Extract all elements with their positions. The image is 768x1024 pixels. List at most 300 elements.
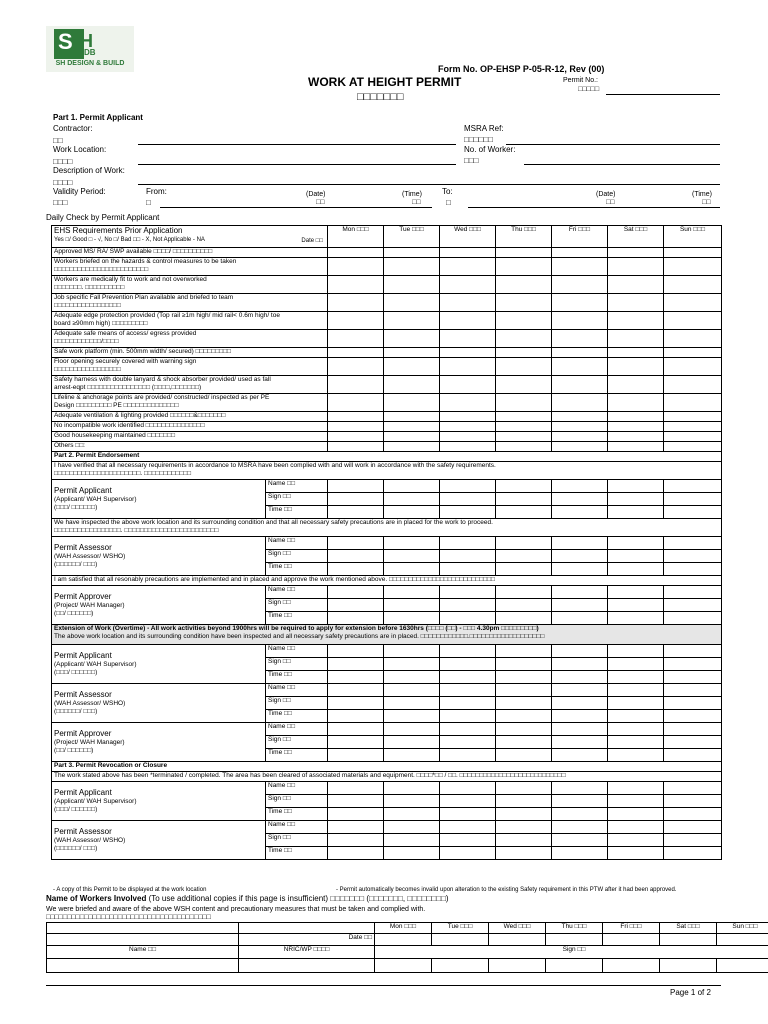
sign-cell[interactable]	[496, 480, 552, 493]
check-cell[interactable]	[552, 348, 608, 358]
sign-cell[interactable]	[608, 658, 664, 671]
sign-cell[interactable]	[384, 612, 440, 625]
check-cell[interactable]	[552, 358, 608, 376]
check-cell[interactable]	[552, 294, 608, 312]
contractor-field[interactable]	[138, 144, 456, 145]
sign-cell[interactable]	[552, 749, 608, 762]
sign-cell[interactable]	[664, 599, 722, 612]
check-cell[interactable]	[664, 376, 722, 394]
sign-cell[interactable]	[552, 537, 608, 550]
sign-cell[interactable]	[440, 808, 496, 821]
work-location-field[interactable]	[138, 164, 456, 165]
sign-cell[interactable]	[664, 612, 722, 625]
cell[interactable]	[717, 934, 768, 946]
sign-cell[interactable]	[440, 684, 496, 697]
sign-cell[interactable]	[328, 834, 384, 847]
sign-cell[interactable]	[552, 658, 608, 671]
check-cell[interactable]	[328, 358, 384, 376]
sign-cell[interactable]	[384, 684, 440, 697]
check-cell[interactable]	[552, 432, 608, 442]
check-cell[interactable]	[552, 276, 608, 294]
sign-cell[interactable]	[496, 834, 552, 847]
check-cell[interactable]	[384, 348, 440, 358]
check-cell[interactable]	[384, 258, 440, 276]
sign-cell[interactable]	[440, 537, 496, 550]
sign-cell[interactable]	[608, 586, 664, 599]
sign-cell[interactable]	[440, 782, 496, 795]
ehs-row	[52, 394, 722, 412]
check-cell[interactable]	[328, 276, 384, 294]
sign-cell[interactable]	[664, 749, 722, 762]
sign-cell[interactable]	[496, 821, 552, 834]
sign-cell[interactable]	[384, 506, 440, 519]
check-cell[interactable]	[328, 294, 384, 312]
sign-cell[interactable]	[440, 586, 496, 599]
check-cell[interactable]	[664, 276, 722, 294]
cell[interactable]	[489, 934, 546, 946]
sign-cell[interactable]	[384, 550, 440, 563]
check-cell[interactable]	[440, 358, 496, 376]
check-cell[interactable]	[552, 394, 608, 412]
check-cell[interactable]	[328, 422, 384, 432]
sign-cell[interactable]	[328, 658, 384, 671]
check-cell[interactable]	[496, 348, 552, 358]
check-cell[interactable]	[440, 248, 496, 258]
sign-cell[interactable]	[384, 671, 440, 684]
check-cell[interactable]	[552, 422, 608, 432]
check-cell[interactable]	[440, 442, 496, 452]
sign-cell[interactable]	[440, 697, 496, 710]
check-cell[interactable]	[384, 394, 440, 412]
sign-cell[interactable]	[384, 563, 440, 576]
sign-cell[interactable]	[496, 550, 552, 563]
check-cell[interactable]	[608, 248, 664, 258]
cell[interactable]	[546, 934, 603, 946]
sign-cell[interactable]	[440, 821, 496, 834]
cell[interactable]	[717, 959, 768, 973]
check-cell[interactable]	[440, 258, 496, 276]
sign-cell[interactable]	[384, 599, 440, 612]
sign-cell[interactable]	[608, 834, 664, 847]
cell[interactable]	[375, 959, 432, 973]
day-fri: Fri □□□	[552, 226, 608, 248]
sign-cell[interactable]	[440, 563, 496, 576]
sign-cell[interactable]	[440, 506, 496, 519]
role-subtitle-cn: (□□□□□□/ □□□)	[54, 561, 98, 568]
sign-cell[interactable]	[608, 723, 664, 736]
sign-cell[interactable]	[664, 480, 722, 493]
sign-cell[interactable]	[608, 612, 664, 625]
check-cell[interactable]	[664, 294, 722, 312]
sign-cell[interactable]	[664, 847, 722, 860]
sign-cell[interactable]	[328, 684, 384, 697]
sign-cell[interactable]	[552, 736, 608, 749]
sign-cell[interactable]	[496, 847, 552, 860]
sign-cell[interactable]	[664, 736, 722, 749]
sign-cell[interactable]	[328, 586, 384, 599]
check-cell[interactable]	[608, 432, 664, 442]
sign-cell[interactable]	[496, 697, 552, 710]
sign-cell[interactable]	[608, 671, 664, 684]
sign-cell[interactable]	[608, 821, 664, 834]
sign-cell[interactable]	[496, 723, 552, 736]
sign-cell[interactable]	[552, 697, 608, 710]
sign-cell[interactable]	[552, 480, 608, 493]
check-cell[interactable]	[608, 276, 664, 294]
sign-cell[interactable]	[664, 795, 722, 808]
sign-cell[interactable]	[328, 506, 384, 519]
sign-cell[interactable]	[664, 710, 722, 723]
sign-cell[interactable]	[496, 710, 552, 723]
cell[interactable]	[660, 934, 717, 946]
check-cell[interactable]	[552, 330, 608, 348]
sign-cell[interactable]	[328, 795, 384, 808]
check-cell[interactable]	[496, 376, 552, 394]
sign-cell[interactable]	[552, 506, 608, 519]
sign-cell[interactable]	[440, 795, 496, 808]
sign-cell[interactable]	[384, 782, 440, 795]
sign-cell[interactable]	[608, 782, 664, 795]
check-cell[interactable]	[496, 248, 552, 258]
sign-cell[interactable]	[664, 808, 722, 821]
sign-cell[interactable]	[664, 684, 722, 697]
sign-cell[interactable]	[552, 723, 608, 736]
sign-cell[interactable]	[384, 723, 440, 736]
sign-cell[interactable]	[384, 645, 440, 658]
sign-cell[interactable]	[440, 736, 496, 749]
from-field[interactable]	[160, 207, 432, 208]
check-cell[interactable]	[328, 258, 384, 276]
sign-cell[interactable]	[384, 847, 440, 860]
check-cell[interactable]	[384, 330, 440, 348]
sign-cell[interactable]	[440, 480, 496, 493]
sign-cell[interactable]	[608, 736, 664, 749]
check-cell[interactable]	[608, 312, 664, 330]
sign-cell[interactable]	[608, 847, 664, 860]
check-cell[interactable]	[328, 312, 384, 330]
check-cell[interactable]	[384, 312, 440, 330]
logo-text: SH DESIGN & BUILD	[55, 60, 125, 67]
check-cell[interactable]	[608, 412, 664, 422]
sign-cell[interactable]	[440, 550, 496, 563]
check-cell[interactable]	[496, 312, 552, 330]
sign-cell[interactable]	[608, 563, 664, 576]
check-cell[interactable]	[384, 422, 440, 432]
sign-cell[interactable]	[664, 493, 722, 506]
sign-cell[interactable]	[384, 537, 440, 550]
sign-cell[interactable]	[552, 586, 608, 599]
sign-cell[interactable]	[328, 782, 384, 795]
check-cell[interactable]	[440, 312, 496, 330]
sign-cell[interactable]	[496, 736, 552, 749]
sign-cell[interactable]	[664, 586, 722, 599]
sign-cell[interactable]	[328, 537, 384, 550]
check-cell[interactable]	[664, 258, 722, 276]
sign-cell[interactable]	[552, 782, 608, 795]
sign-cell[interactable]	[552, 599, 608, 612]
check-cell[interactable]	[440, 294, 496, 312]
check-cell[interactable]	[440, 412, 496, 422]
sign-cell[interactable]	[608, 710, 664, 723]
sign-cell[interactable]	[608, 697, 664, 710]
sign-cell[interactable]	[440, 612, 496, 625]
check-cell[interactable]	[552, 376, 608, 394]
cell[interactable]	[546, 959, 603, 973]
check-cell[interactable]	[608, 442, 664, 452]
cell[interactable]	[603, 934, 660, 946]
sign-cell[interactable]	[496, 599, 552, 612]
sign-cell[interactable]	[328, 821, 384, 834]
sign-cell[interactable]	[664, 506, 722, 519]
sign-cell[interactable]	[552, 612, 608, 625]
sign-cell[interactable]	[440, 710, 496, 723]
description-field[interactable]	[138, 184, 720, 185]
sign-cell[interactable]	[328, 480, 384, 493]
sign-cell[interactable]	[440, 493, 496, 506]
check-cell[interactable]	[384, 276, 440, 294]
check-cell[interactable]	[328, 248, 384, 258]
sign-cell[interactable]	[608, 795, 664, 808]
sign-cell[interactable]	[440, 599, 496, 612]
check-cell[interactable]	[608, 394, 664, 412]
sign-cell[interactable]	[384, 749, 440, 762]
check-cell[interactable]	[440, 348, 496, 358]
sign-cell[interactable]	[384, 795, 440, 808]
check-cell[interactable]	[440, 330, 496, 348]
sign-cell[interactable]	[496, 493, 552, 506]
sign-cell[interactable]	[384, 808, 440, 821]
sign-cell[interactable]	[664, 658, 722, 671]
sign-cell[interactable]	[384, 821, 440, 834]
sign-cell[interactable]	[328, 599, 384, 612]
sign-cell[interactable]	[552, 563, 608, 576]
check-cell[interactable]	[384, 358, 440, 376]
sign-cell[interactable]	[552, 671, 608, 684]
sign-cell[interactable]	[440, 723, 496, 736]
sign-cell[interactable]	[608, 550, 664, 563]
sign-cell[interactable]	[608, 645, 664, 658]
sign-cell[interactable]	[440, 645, 496, 658]
sign-row-name	[52, 684, 722, 697]
sign-cell[interactable]	[608, 480, 664, 493]
sign-cell[interactable]	[664, 782, 722, 795]
sign-cell[interactable]	[384, 480, 440, 493]
check-cell[interactable]	[440, 376, 496, 394]
ehs-item-text: Safety harness with double lanyard & shock absorber provided/ used as fall	[54, 376, 271, 383]
cell[interactable]	[239, 959, 375, 973]
sign-cell[interactable]	[328, 723, 384, 736]
check-cell[interactable]	[664, 348, 722, 358]
sign-cell[interactable]	[384, 658, 440, 671]
sign-cell[interactable]	[608, 684, 664, 697]
check-cell[interactable]	[552, 442, 608, 452]
check-cell[interactable]	[384, 376, 440, 394]
sign-cell[interactable]	[440, 658, 496, 671]
role-title: Permit Assessor	[54, 827, 112, 836]
sign-cell[interactable]	[496, 645, 552, 658]
sign-cell[interactable]	[496, 586, 552, 599]
sign-cell[interactable]	[664, 671, 722, 684]
sign-cell[interactable]	[496, 684, 552, 697]
check-cell[interactable]	[328, 376, 384, 394]
check-cell[interactable]	[440, 394, 496, 412]
sign-cell[interactable]	[552, 847, 608, 860]
check-cell[interactable]	[552, 412, 608, 422]
sign-cell[interactable]	[664, 563, 722, 576]
check-cell[interactable]	[328, 432, 384, 442]
check-cell[interactable]	[440, 276, 496, 294]
sign-cell[interactable]	[552, 795, 608, 808]
sign-cell[interactable]	[328, 645, 384, 658]
check-cell[interactable]	[664, 330, 722, 348]
check-cell[interactable]	[496, 330, 552, 348]
sign-cell[interactable]	[328, 612, 384, 625]
check-cell[interactable]	[496, 432, 552, 442]
sign-cell[interactable]	[496, 795, 552, 808]
permit-no-field[interactable]	[606, 94, 720, 95]
check-cell[interactable]	[328, 348, 384, 358]
sign-cell[interactable]	[552, 821, 608, 834]
check-cell[interactable]	[664, 422, 722, 432]
sign-cell[interactable]	[664, 697, 722, 710]
sign-cell[interactable]	[608, 537, 664, 550]
sign-cell[interactable]	[384, 697, 440, 710]
check-cell[interactable]	[440, 422, 496, 432]
check-cell[interactable]	[384, 412, 440, 422]
sign-cell[interactable]	[608, 599, 664, 612]
check-cell[interactable]	[328, 394, 384, 412]
sign-cell[interactable]	[552, 645, 608, 658]
check-cell[interactable]	[664, 312, 722, 330]
sign-cell[interactable]	[328, 493, 384, 506]
sign-cell[interactable]	[440, 749, 496, 762]
check-cell[interactable]	[496, 412, 552, 422]
cell[interactable]	[432, 934, 489, 946]
sign-cell[interactable]	[496, 782, 552, 795]
sign-cell[interactable]	[328, 808, 384, 821]
check-cell[interactable]	[328, 412, 384, 422]
check-cell[interactable]	[608, 330, 664, 348]
check-cell[interactable]	[496, 394, 552, 412]
sign-cell[interactable]	[328, 697, 384, 710]
check-cell[interactable]	[496, 276, 552, 294]
sign-cell[interactable]	[328, 847, 384, 860]
no-worker-field[interactable]	[524, 164, 720, 165]
check-cell[interactable]	[552, 312, 608, 330]
sign-cell[interactable]	[384, 710, 440, 723]
sign-cell[interactable]	[552, 493, 608, 506]
cell[interactable]	[660, 959, 717, 973]
sign-cell[interactable]	[608, 506, 664, 519]
sign-row-name	[52, 537, 722, 550]
sign-cell[interactable]	[496, 563, 552, 576]
sign-cell[interactable]	[552, 684, 608, 697]
msra-field[interactable]	[506, 144, 720, 145]
sign-cell[interactable]	[328, 550, 384, 563]
check-cell[interactable]	[552, 258, 608, 276]
check-cell[interactable]	[328, 442, 384, 452]
sign-cell[interactable]	[384, 736, 440, 749]
ehs-item-text: □□□□□□□□□□□□/□□□□	[54, 338, 119, 345]
sign-cell[interactable]	[552, 808, 608, 821]
cell[interactable]	[432, 959, 489, 973]
check-cell[interactable]	[496, 442, 552, 452]
to-field[interactable]	[468, 207, 720, 208]
sign-cell[interactable]	[496, 658, 552, 671]
sign-cell[interactable]	[384, 834, 440, 847]
check-cell[interactable]	[552, 248, 608, 258]
check-cell[interactable]	[608, 258, 664, 276]
sign-cell[interactable]	[608, 493, 664, 506]
sign-cell[interactable]	[496, 808, 552, 821]
sign-cell[interactable]	[664, 645, 722, 658]
sign-cell[interactable]	[664, 821, 722, 834]
sign-cell[interactable]	[440, 847, 496, 860]
sign-cell[interactable]	[552, 550, 608, 563]
sign-cell[interactable]	[440, 834, 496, 847]
sign-cell[interactable]	[440, 671, 496, 684]
check-cell[interactable]	[664, 412, 722, 422]
sign-cell[interactable]	[328, 710, 384, 723]
sign-cell[interactable]	[664, 723, 722, 736]
check-cell[interactable]	[664, 442, 722, 452]
check-cell[interactable]	[664, 432, 722, 442]
check-cell[interactable]	[328, 330, 384, 348]
check-cell[interactable]	[608, 348, 664, 358]
sign-cell[interactable]	[496, 537, 552, 550]
sign-cell[interactable]	[496, 506, 552, 519]
cell[interactable]	[489, 959, 546, 973]
cell[interactable]	[375, 934, 432, 946]
sign-cell[interactable]	[496, 671, 552, 684]
check-cell[interactable]	[664, 394, 722, 412]
sign-cell[interactable]	[664, 537, 722, 550]
check-cell[interactable]	[384, 442, 440, 452]
sign-cell[interactable]	[664, 550, 722, 563]
sign-cell[interactable]	[328, 736, 384, 749]
check-cell[interactable]	[384, 432, 440, 442]
sign-cell[interactable]	[664, 834, 722, 847]
sign-cell[interactable]	[328, 563, 384, 576]
check-cell[interactable]	[496, 294, 552, 312]
check-cell[interactable]	[496, 358, 552, 376]
cell[interactable]	[603, 959, 660, 973]
sign-cell[interactable]	[384, 586, 440, 599]
cell[interactable]	[47, 959, 239, 973]
sign-cell[interactable]	[328, 671, 384, 684]
sign-cell[interactable]	[384, 493, 440, 506]
sign-cell[interactable]	[552, 834, 608, 847]
check-cell[interactable]	[384, 294, 440, 312]
check-cell[interactable]	[608, 294, 664, 312]
sign-cell[interactable]	[496, 749, 552, 762]
check-cell[interactable]	[664, 358, 722, 376]
check-cell[interactable]	[440, 432, 496, 442]
check-cell[interactable]	[608, 422, 664, 432]
sign-cell[interactable]	[608, 808, 664, 821]
sign-cell[interactable]	[496, 612, 552, 625]
validity-label-cn: □□□	[53, 198, 68, 207]
check-cell[interactable]	[608, 358, 664, 376]
check-cell[interactable]	[496, 422, 552, 432]
check-cell[interactable]	[496, 258, 552, 276]
check-cell[interactable]	[608, 376, 664, 394]
sign-cell[interactable]	[608, 749, 664, 762]
check-cell[interactable]	[384, 248, 440, 258]
sign-cell[interactable]	[552, 710, 608, 723]
check-cell[interactable]	[664, 248, 722, 258]
sign-cell[interactable]	[328, 749, 384, 762]
